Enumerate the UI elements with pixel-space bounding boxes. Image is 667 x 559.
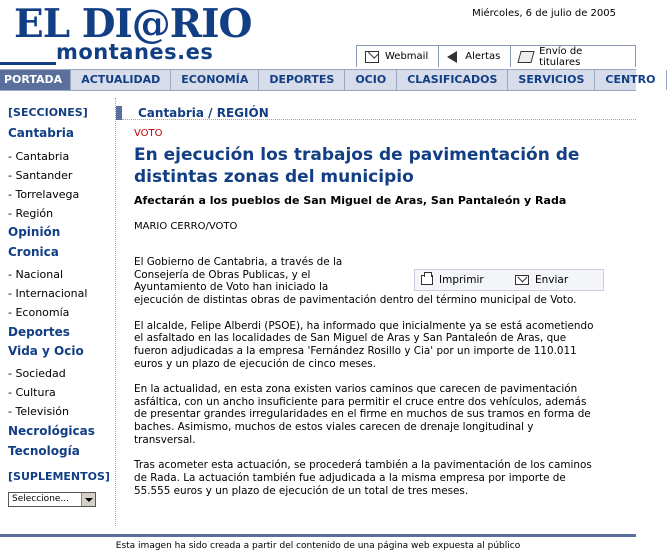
site-header — [0, 0, 636, 68]
article — [116, 98, 636, 528]
headlines-link[interactable] — [510, 45, 636, 67]
print-button[interactable] — [415, 274, 509, 286]
mail-icon — [365, 51, 379, 63]
sidebar-subitem-sociedad[interactable]: - Sociedad — [8, 367, 66, 380]
send-button[interactable] — [509, 274, 603, 286]
webmail-label: Webmail — [385, 51, 429, 62]
footer-divider — [0, 534, 636, 537]
sidebar-subitem-internacional[interactable]: - Internacional — [8, 287, 88, 300]
print-label: Imprimir — [439, 274, 484, 286]
article-byline: MARIO CERRO/VOTO — [134, 221, 238, 232]
current-date: Miércoles, 6 de julio de 2005 — [472, 8, 616, 19]
sidebar-item-deportes[interactable]: Deportes — [8, 325, 70, 339]
printer-icon — [421, 275, 433, 285]
sidebar-subitem-economia[interactable]: - Economía — [8, 306, 70, 319]
sidebar-subitem-region[interactable]: - Región — [8, 207, 54, 220]
sidebar-item-opinion[interactable]: Opinión — [8, 225, 61, 239]
main-nav — [0, 69, 656, 91]
supplements-title: [SUPLEMENTOS] — [8, 470, 110, 483]
sidebar-subitem-torrelavega[interactable]: - Torrelavega — [8, 188, 80, 201]
sidebar-item-tecnologia[interactable]: Tecnología — [8, 444, 80, 458]
site-logo[interactable]: EL DI@RIO — [14, 1, 252, 47]
supplements-select-value: Seleccione... — [12, 494, 70, 504]
article-paragraph: El alcalde, Felipe Alberdi (PSOE), ha informado que inicialmente ya se está acometiendo el asfaltado en las localidades de San Miguel de Aras y San Pantaleón de Aras, que fueron adjudicadas a la empresa 'Fernández Rosillo y Cia' por un importe de 110.011 euros y un plazo de ejecución de cinco meses. — [134, 319, 594, 370]
article-paragraph: El Gobierno de Cantabria, a través de la Consejería de Obras Publicas, y el Ayuntamiento de Voto han iniciado la ejecución de distintas obras de pavimentación dentro del término municipal de Voto. — [134, 256, 577, 307]
sidebar-item-necrologicas[interactable]: Necrológicas — [8, 424, 95, 438]
article-paragraph: En la actualidad, en esta zona existen varios caminos que carecen de pavimentación asfáltica, con un ancho insuficiente para permitir el cruce entre dos vehículos, además de presentar grandes irregularidades en el firme en muchos de sus tramos en forma de baches. Asimismo, muchos de estos viales carecen de drenaje longitudinal y transversal. — [134, 383, 591, 446]
headlines-label: Envío de titulares — [539, 45, 583, 68]
alert-icon — [447, 51, 457, 63]
chevron-down-icon[interactable] — [81, 493, 95, 506]
sidebar-subitem-cantabria[interactable]: - Cantabria — [8, 150, 70, 163]
sidebar-item-vida-ocio[interactable]: Vida y Ocio — [8, 344, 84, 358]
breadcrumb[interactable]: Cantabria / REGIÓN — [138, 106, 269, 120]
nav-portada[interactable]: PORTADA — [0, 70, 71, 90]
sidebar-item-cantabria[interactable]: Cantabria — [8, 126, 74, 140]
send-icon — [518, 51, 535, 63]
footer-note: Esta imagen ha sido creada a partir del contenido de una página web expuesta al público — [115, 541, 521, 551]
send-label: Enviar — [535, 274, 569, 286]
nav-servicios[interactable]: SERVICIOS — [508, 70, 595, 90]
sidebar-subitem-nacional[interactable]: - Nacional — [8, 268, 64, 281]
article-title: En ejecución los trabajos de pavimentación de distintas zonas del municipio — [134, 145, 580, 187]
breadcrumb-marker — [116, 106, 122, 120]
alerts-label: Alertas — [465, 51, 501, 62]
nav-ocio[interactable]: OCIO — [345, 70, 397, 90]
supplements-select[interactable] — [8, 492, 96, 507]
site-logo-domain[interactable]: montanes.es — [56, 40, 214, 64]
article-kicker: VOTO — [134, 128, 163, 139]
nav-deportes[interactable]: DEPORTES — [259, 70, 345, 90]
webmail-link[interactable] — [356, 45, 438, 67]
logo-rule — [0, 62, 56, 65]
sidebar-item-cronica[interactable]: Cronica — [8, 245, 59, 259]
sidebar-subitem-cultura[interactable]: - Cultura — [8, 386, 56, 399]
sidebar-subitem-television[interactable]: - Televisión — [8, 405, 69, 418]
nav-centro[interactable]: CENTRO — [595, 70, 666, 90]
sidebar — [0, 98, 116, 526]
article-body — [134, 256, 594, 510]
alerts-link[interactable] — [438, 45, 510, 67]
header-tools — [356, 45, 636, 67]
article-paragraph: Tras acometer esta actuación, se procederá también a la pavimentación de los caminos de Rada. La actuación también fue adjudicada a la misma empresa por importe de 55.555 euros y un plazo de ejecución de un total de tres meses. — [134, 459, 592, 497]
envelope-icon — [515, 275, 529, 285]
article-toolbox — [414, 269, 604, 291]
sidebar-subitem-santander[interactable]: - Santander — [8, 169, 73, 182]
nav-actualidad[interactable]: ACTUALIDAD — [71, 70, 171, 90]
sections-title: [SECCIONES] — [8, 106, 88, 119]
nav-clasificados[interactable]: CLASIFICADOS — [397, 70, 508, 90]
nav-economia[interactable]: ECONOMÍA — [171, 70, 259, 90]
article-subtitle: Afectarán a los pueblos de San Miguel de Aras, San Pantaleón y Rada — [134, 194, 567, 207]
